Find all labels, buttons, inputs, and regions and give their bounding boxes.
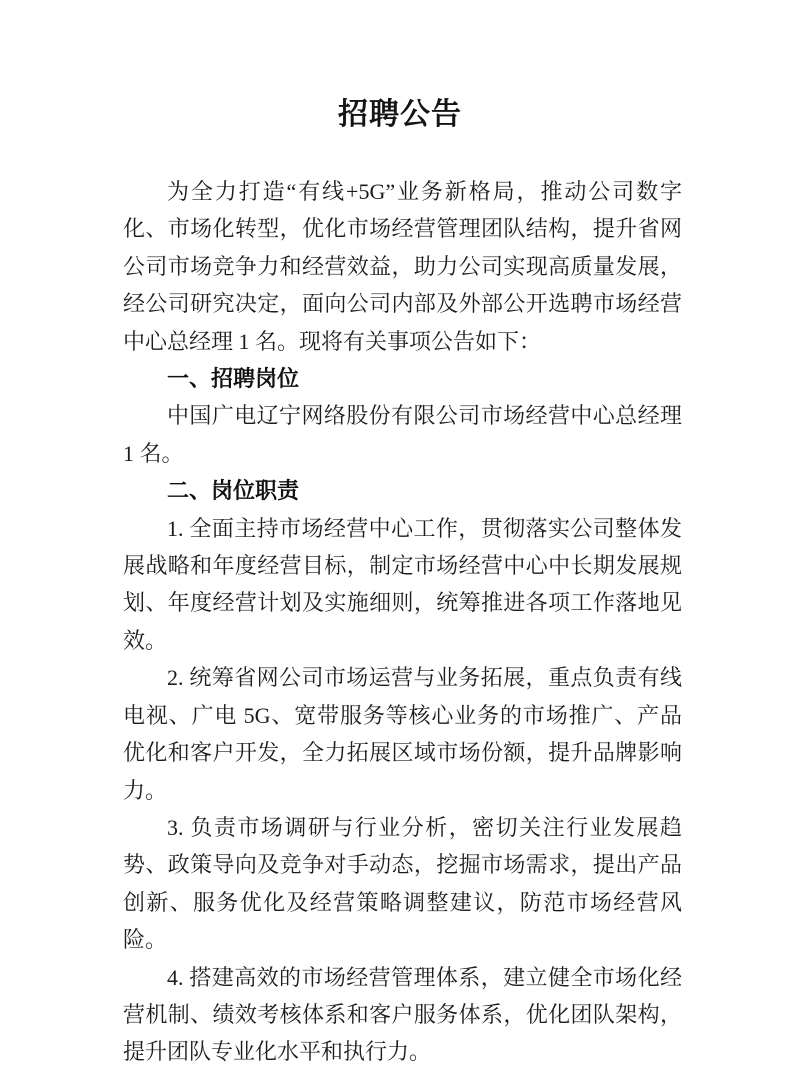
document-body: [123, 173, 682, 1071]
paragraph: 3. 负责市场调研与行业分析，密切关注行业发展趋势、政策导向及竞争对手动态，挖掘市场需求，提出产品创新、服务优化及经营策略调整建议，防范市场经营风险。: [123, 814, 682, 953]
paragraph: 中国广电辽宁网络股份有限公司市场经营中心总经理 1 名。: [123, 403, 682, 466]
section-heading: 二、岗位职责: [167, 478, 300, 504]
paragraph: 为全力打造“有线+5G”业务新格局，推动公司数字化、市场化转型，优化市场经营管理团队结构，提升省网公司市场竞争力和经营效益，助力公司实现高质量发展，经公司研究决定，面向公司内部及外部公开选聘市场经营中心总经理 1 名。现将有关事项公告如下：: [123, 179, 682, 354]
paragraph: 1. 全面主持市场经营中心工作，贯彻落实公司整体发展战略和年度经营目标，制定市场经营中心中长期发展规划、年度经营计划及实施细则，统筹推进各项工作落地见效。: [123, 515, 682, 653]
paragraph: 4. 搭建高效的市场经营管理体系，建立健全市场化经营机制、绩效考核体系和客户服务体系，优化团队架构，提升团队专业化水平和执行力。: [123, 964, 682, 1065]
paragraph: 2. 统筹省网公司市场运营与业务拓展，重点负责有线电视、广电 5G、宽带服务等核心业务的市场推广、产品优化和客户开发，全力拓展区域市场份额，提升品牌影响力。: [123, 665, 682, 803]
page-title: 招聘公告: [338, 98, 462, 131]
section-heading: 一、招聘岗位: [167, 366, 300, 392]
